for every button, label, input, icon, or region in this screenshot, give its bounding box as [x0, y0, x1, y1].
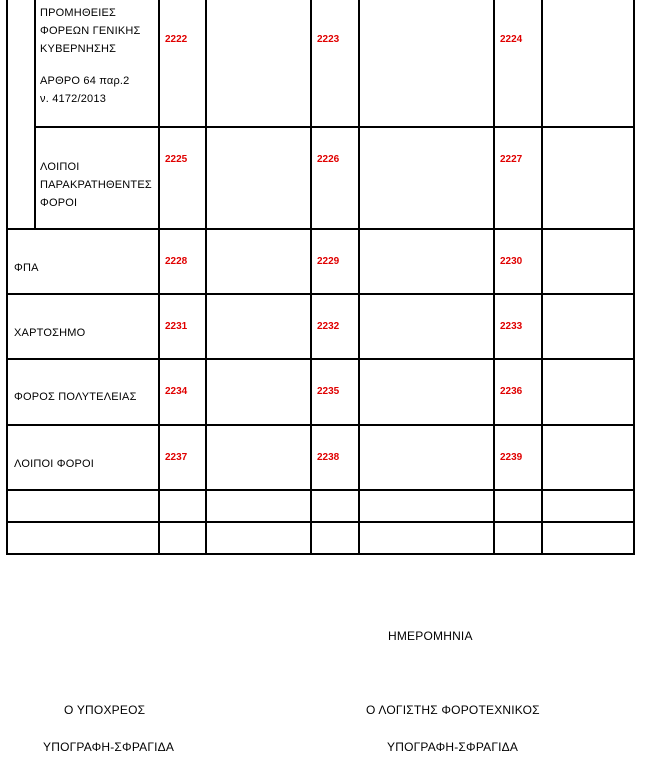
field-code: 2228 — [165, 256, 188, 267]
row-label — [40, 4, 141, 58]
accountant-label: Ο ΛΟΓΙΣΤΗΣ ΦΟΡΟΤΕΧΝΙΚΟΣ — [366, 703, 540, 717]
column-divider — [358, 0, 360, 555]
field-code: 2234 — [165, 386, 188, 397]
column-divider — [541, 0, 543, 555]
field-code: 2227 — [500, 154, 523, 165]
sub-row-divider — [34, 0, 36, 229]
column-divider — [158, 0, 160, 555]
field-code: 2232 — [317, 321, 340, 332]
field-code: 2231 — [165, 321, 188, 332]
field-code: 2223 — [317, 34, 340, 45]
row-label-line: ΛΟΙΠΟΙ — [40, 161, 80, 173]
row-label-line: ΦΟΡΟΙ — [40, 197, 78, 209]
row-label-line: ΦΟΡΕΩΝ ΓΕΝΙΚΗΣ — [40, 25, 141, 37]
column-divider — [493, 0, 495, 555]
row-label: ΧΑΡΤΟΣΗΜΟ — [14, 327, 86, 339]
row-label: ΛΟΙΠΟΙ ΦΟΡΟΙ — [14, 458, 95, 470]
row-note-line: ν. 4172/2013 — [40, 93, 107, 105]
accountant-signature-label: ΥΠΟΓΡΑΦΗ-ΣΦΡΑΓΙΔΑ — [387, 740, 519, 754]
row-label — [40, 158, 152, 212]
table-left-border — [6, 0, 8, 555]
column-divider — [310, 0, 312, 555]
field-code: 2239 — [500, 452, 523, 463]
field-code: 2230 — [500, 256, 523, 267]
row-label-line: ΠΡΟΜΗΘΕΙΕΣ — [40, 7, 117, 19]
date-label: ΗΜΕΡΟΜΗΝΙΑ — [388, 629, 473, 643]
field-code: 2224 — [500, 34, 523, 45]
field-code: 2233 — [500, 321, 523, 332]
row-note-line: ΑΡΘΡΟ 64 παρ.2 — [40, 75, 130, 87]
field-code: 2235 — [317, 386, 340, 397]
field-code: 2225 — [165, 154, 188, 165]
field-code: 2222 — [165, 34, 188, 45]
field-code: 2238 — [317, 452, 340, 463]
row-note — [40, 72, 130, 108]
row-label: ΦΠΑ — [14, 262, 39, 274]
field-code: 2236 — [500, 386, 523, 397]
table-right-border — [633, 0, 635, 555]
row-label-line: ΠΑΡΑΚΡΑΤΗΘΕΝΤΕΣ — [40, 179, 152, 191]
field-code: 2226 — [317, 154, 340, 165]
obligor-label: Ο ΥΠΟΧΡΕΟΣ — [64, 703, 146, 717]
column-divider — [205, 0, 207, 555]
row-label: ΦΟΡΟΣ ΠΟΛΥΤΕΛΕΙΑΣ — [14, 391, 137, 403]
obligor-signature-label: ΥΠΟΓΡΑΦΗ-ΣΦΡΑΓΙΔΑ — [43, 740, 175, 754]
row-divider — [34, 126, 635, 128]
field-code: 2229 — [317, 256, 340, 267]
row-label-line: ΚΥΒΕΡΝΗΣΗΣ — [40, 43, 117, 55]
field-code: 2237 — [165, 452, 188, 463]
